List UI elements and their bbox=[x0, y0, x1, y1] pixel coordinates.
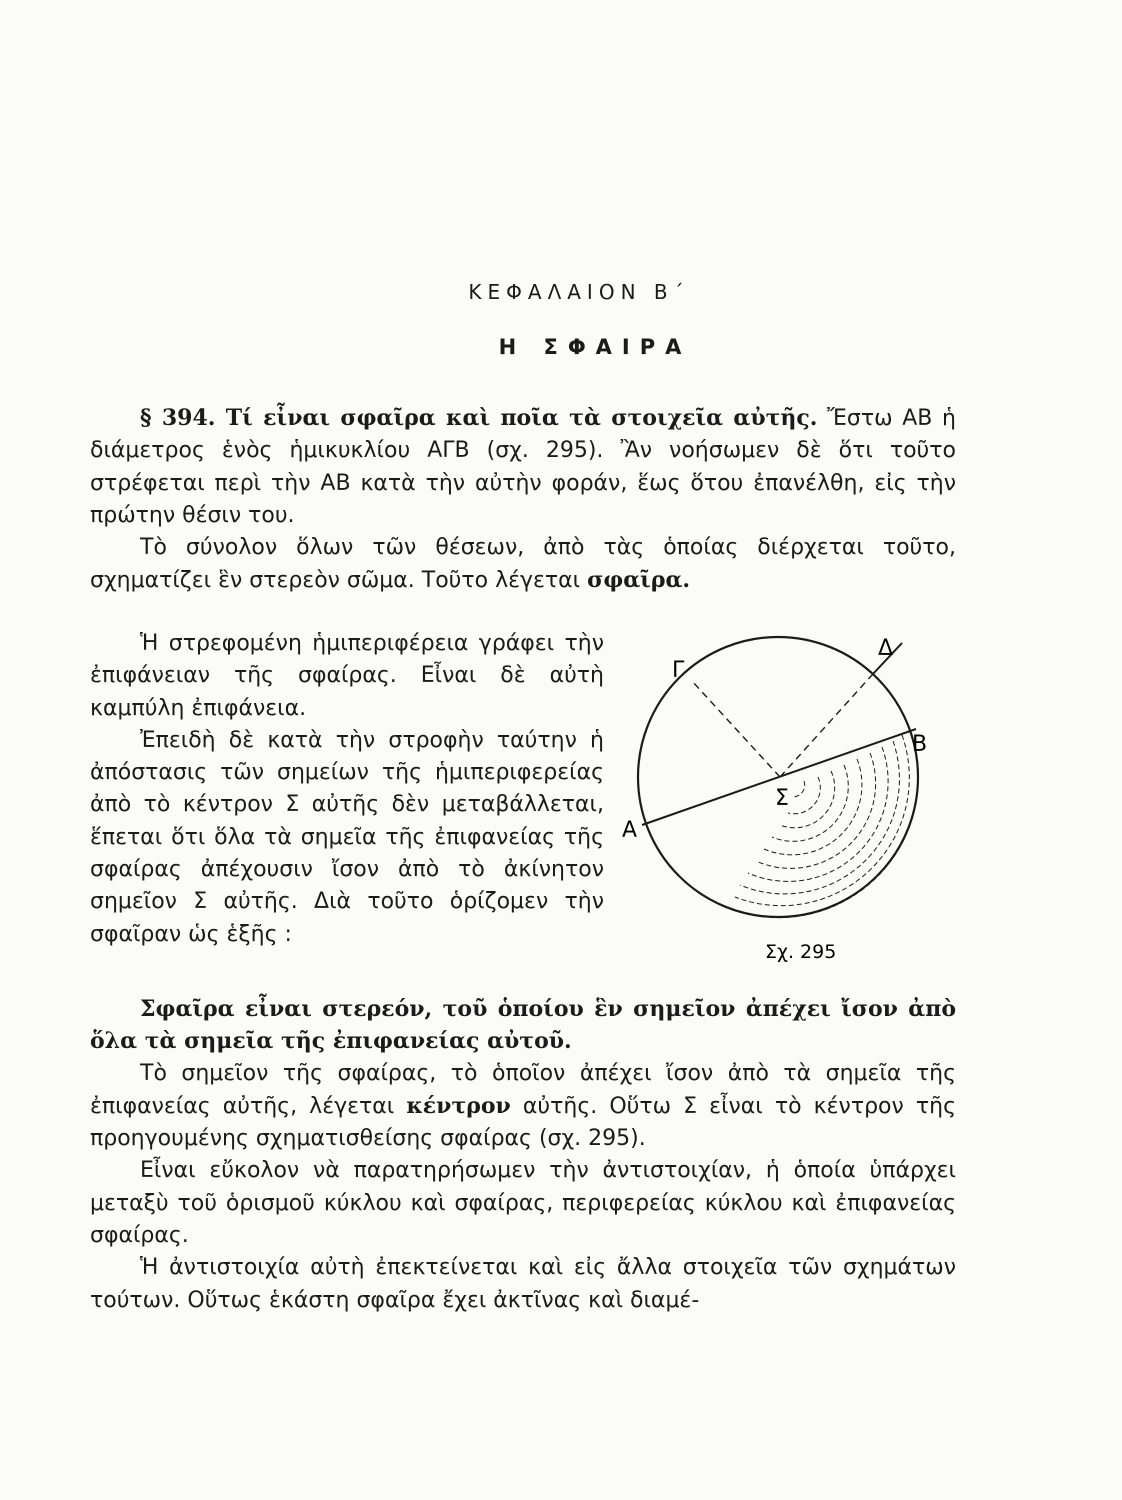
paragraph-text: αὐτῆς. Οὕτω Σ εἶναι τὸ κέντρον τῆς προηγουμένης σχηματισθείσης σφαίρας (σχ. 295). bbox=[90, 1093, 956, 1152]
definition-sphere: Σφαῖρα εἶναι στερεόν, τοῦ ὁποίου ἓν σημεῖον ἀπέχει ἴσον ἀπὸ ὅλα τὰ σημεῖα τῆς ἐπιφανείας αὐτοῦ. bbox=[90, 996, 956, 1055]
paragraph-surface: Ἡ στρεφομένη ἡμιπεριφέρεια γράφει τὴν ἐπιφάνειαν τῆς σφαίρας. Εἶναι δὲ αὐτὴ καμπύλη ἐπιφάνεια. bbox=[90, 631, 604, 721]
label-sigma: Σ bbox=[775, 786, 789, 811]
text-block-top bbox=[90, 402, 956, 598]
label-a: Α bbox=[622, 818, 638, 843]
hatching-arcs bbox=[730, 730, 918, 918]
chapter-title: Η ΣΦΑΙΡΑ bbox=[498, 335, 692, 359]
paragraph-section-intro bbox=[90, 402, 956, 532]
text-block-bottom bbox=[90, 993, 956, 1317]
label-b: Β bbox=[912, 732, 928, 757]
paragraph-extension: Ἡ ἀντιστοιχία αὐτὴ ἐπεκτείνεται καὶ εἰς ἄλλα στοιχεῖα τῶν σχημάτων τούτων. Οὕτως ἑκάστη σφαῖρα ἔχει ἀκτῖνας καὶ διαμέ- bbox=[90, 1255, 956, 1313]
paragraph-text: Τὸ σύνολον ὅλων τῶν θέσεων, ἀπὸ τὰς ὁποίας διέρχεται τοῦτο, σχηματίζει ἓν στερεὸν σῶμα. Τοῦτο λέγεται bbox=[90, 535, 956, 594]
label-delta: Δ bbox=[878, 636, 894, 661]
text-block-narrow bbox=[90, 628, 604, 951]
paragraph-center bbox=[90, 1058, 956, 1156]
bold-term-sphere: σφαῖρα. bbox=[587, 567, 691, 594]
paragraph-correspondence: Εἶναι εὔκολον νὰ παρατηρήσωμεν τὴν ἀντιστοιχίαν, ἡ ὁποία ὑπάρχει μεταξὺ τοῦ ὁρισμοῦ κύκλου καὶ σφαίρας, περιφερείας κύκλου καὶ ἐπιφανείας σφαίρας. bbox=[90, 1158, 956, 1249]
paragraph-text: Τὸ σημεῖον τῆς σφαίρας, τὸ ὁποῖον ἀπέχει ἴσον ἀπὸ τὰ σημεῖα τῆς ἐπιφανείας αὐτῆς, λέγεται bbox=[90, 1060, 956, 1119]
chapter-heading: ΚΕΦΑΛΑΙΟΝ Β΄ bbox=[468, 280, 690, 304]
radius-gamma bbox=[692, 681, 780, 777]
paragraph-text: Ἔστω ΑΒ ἡ διάμετρος ἑνὸς ἡμικυκλίου ΑΓΒ (σχ. 295). Ἂν νοήσωμεν δὲ ὅτι τοῦτο στρέφεται περὶ τὴν ΑΒ κατὰ τὴν αὐτὴν φοράν, ἕως ὅτου ἐπανέλθη, εἰς τὴν πρώτην θέσιν του. bbox=[90, 406, 956, 528]
sphere-figure bbox=[610, 625, 940, 970]
paragraph-distance: Ἐπειδὴ δὲ κατὰ τὴν στροφὴν ταύτην ἡ ἀπόστασις τῶν σημείων τῆς ἡμιπεριφερείας ἀπὸ τὸ κέντρον Σ αὐτῆς δὲν μεταβάλλεται, ἕπεται ὅτι ὅλα τὰ σημεῖα τῆς ἐπιφανείας τῆς σφαίρας ἀπέχουσιν ἴσον ἀπὸ τὸ ἀκίνητον σημεῖον Σ αὐτῆς. Διὰ τοῦτο ὁρίζομεν τὴν σφαῖραν ὡς ἑξῆς : bbox=[90, 727, 604, 947]
figure-caption: Σχ. 295 bbox=[765, 941, 837, 963]
label-gamma: Γ bbox=[672, 658, 685, 683]
paragraph-sphere-definition-intro bbox=[90, 532, 956, 598]
section-heading: § 394. Τί εἶναι σφαῖρα καὶ ποῖα τὰ στοιχεῖα αὐτῆς. bbox=[140, 405, 818, 431]
bold-term-center: κέντρον bbox=[406, 1092, 511, 1119]
